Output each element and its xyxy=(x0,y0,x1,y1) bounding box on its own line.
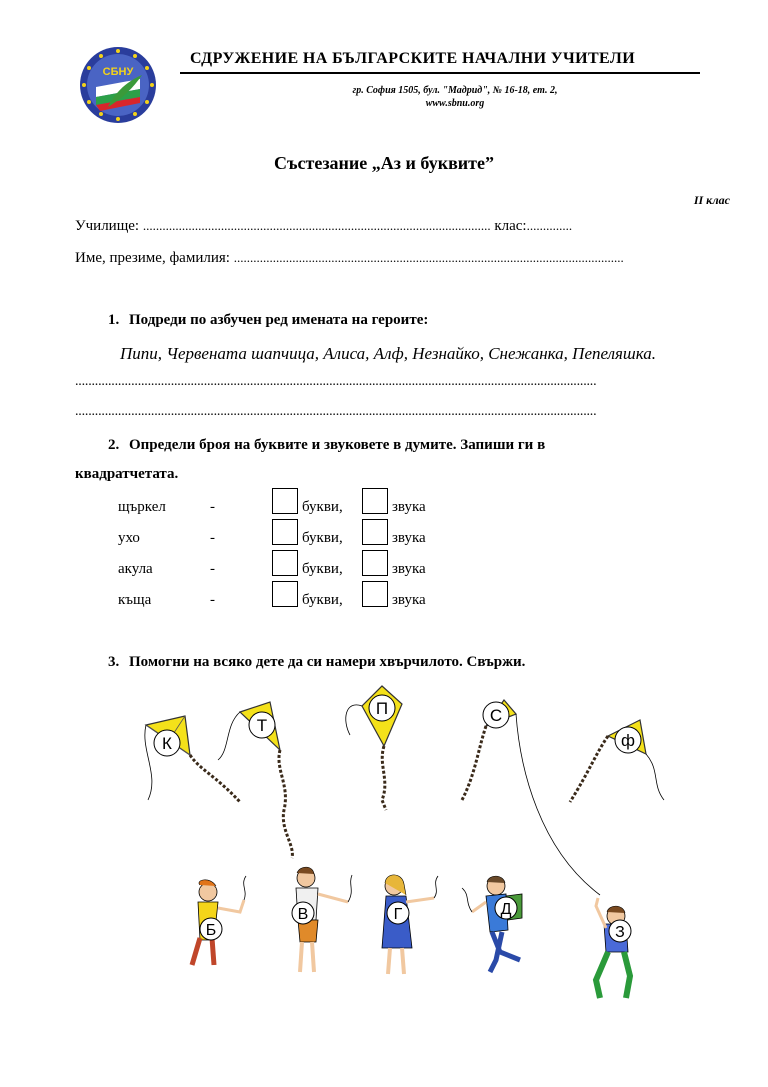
task1-heading xyxy=(108,312,428,329)
task2-dash: - xyxy=(210,499,215,515)
task2-dash: - xyxy=(210,530,215,546)
child-d[interactable] xyxy=(462,876,522,972)
task2-row xyxy=(0,581,768,613)
child-letter-g: Г xyxy=(393,906,403,923)
task2-word: щъркел xyxy=(118,499,166,515)
class-label: клас: xyxy=(490,218,527,234)
sounds-count-box[interactable] xyxy=(362,581,388,607)
letters-label: букви, xyxy=(302,499,343,515)
kite-k[interactable] xyxy=(145,716,240,802)
kite-f[interactable] xyxy=(570,720,664,802)
task2-number: 2. xyxy=(108,437,120,453)
school-label: Училище: xyxy=(75,218,143,234)
header-divider xyxy=(180,72,700,74)
task2-heading xyxy=(108,437,545,454)
sounds-label: звука xyxy=(392,499,426,515)
letters-count-box[interactable] xyxy=(272,519,298,545)
sbnu-logo xyxy=(78,45,158,125)
letters-count-box[interactable] xyxy=(272,550,298,576)
task1-question: Подреди по азбучен ред имената на героите: xyxy=(129,312,429,328)
name-dots: ........................................................................................................................ xyxy=(233,250,624,265)
logo-text: СБНУ xyxy=(102,66,134,78)
sounds-label: звука xyxy=(392,530,426,546)
name-label: Име, презиме, фамилия: xyxy=(75,250,234,266)
task2-row xyxy=(0,519,768,551)
child-letter-d: Д xyxy=(500,901,512,918)
task3-heading xyxy=(108,654,525,671)
sounds-count-box[interactable] xyxy=(362,488,388,514)
kite-t[interactable] xyxy=(218,702,292,858)
letters-count-box[interactable] xyxy=(272,488,298,514)
child-letter-b: Б xyxy=(205,922,217,939)
task2-dash: - xyxy=(210,592,215,608)
kite-p[interactable] xyxy=(346,686,402,810)
kite-letter-f: ф xyxy=(621,731,635,750)
sounds-count-box[interactable] xyxy=(362,519,388,545)
task2-question: Определи броя на буквите и звуковете в думите. Запиши ги в xyxy=(129,437,546,453)
letters-label: букви, xyxy=(302,592,343,608)
kite-letter-s: С xyxy=(489,706,503,725)
task2-dash: - xyxy=(210,561,215,577)
address-line: гр. София 1505, бул. "Мадрид", № 16-18, ет. 2, xyxy=(352,85,558,96)
name-field[interactable] xyxy=(75,250,624,267)
school-field[interactable] xyxy=(75,218,572,235)
sounds-label: звука xyxy=(392,561,426,577)
kite-letter-t: Т xyxy=(256,716,268,735)
child-letter-v: В xyxy=(297,906,309,923)
task2-table xyxy=(0,488,768,618)
letters-count-box[interactable] xyxy=(272,581,298,607)
kite-s[interactable] xyxy=(462,700,600,895)
sounds-label: звука xyxy=(392,592,426,608)
grade-label: II клас xyxy=(693,193,730,207)
page-title: Състезание „Аз и буквите” xyxy=(274,153,494,173)
task2-word: акула xyxy=(118,561,153,577)
child-v[interactable] xyxy=(292,867,352,972)
child-b[interactable] xyxy=(192,876,246,965)
task3-number: 3. xyxy=(108,654,120,670)
task3-question: Помогни на всяко дете да си намери хвърчилото. Свържи. xyxy=(129,654,526,670)
task1-answer-line-2[interactable]: .............................................................................................................................................................. xyxy=(75,404,597,419)
task2-word: къща xyxy=(118,592,152,608)
website: www.sbnu.org xyxy=(425,98,485,109)
school-dots: ........................................................................................................... xyxy=(142,218,491,233)
task1-answer-line-1[interactable]: .............................................................................................................................................................. xyxy=(75,374,597,389)
task1-names: Пипи, Червената шапчица, Алиса, Алф, Незнайко, Снежанка, Пепеляшка. xyxy=(120,344,657,363)
child-z[interactable] xyxy=(596,898,631,998)
task1-number: 1. xyxy=(108,312,120,328)
child-g[interactable] xyxy=(382,875,438,974)
letters-label: букви, xyxy=(302,561,343,577)
organization-address xyxy=(300,84,610,110)
class-dots: .............. xyxy=(526,218,573,233)
task2-row xyxy=(0,488,768,520)
kite-letter-p: П xyxy=(375,699,389,718)
sounds-count-box[interactable] xyxy=(362,550,388,576)
kites-and-children-illustration xyxy=(0,680,768,1000)
task2-question-continued: квадратчетата. xyxy=(75,466,179,482)
task2-row xyxy=(0,550,768,582)
child-letter-z: З xyxy=(615,924,625,941)
organization-name: СДРУЖЕНИЕ НА БЪЛГАРСКИТЕ НАЧАЛНИ УЧИТЕЛИ xyxy=(190,50,636,67)
kite-letter-k: К xyxy=(162,734,172,753)
letters-label: букви, xyxy=(302,530,343,546)
task2-word: ухо xyxy=(118,530,140,546)
